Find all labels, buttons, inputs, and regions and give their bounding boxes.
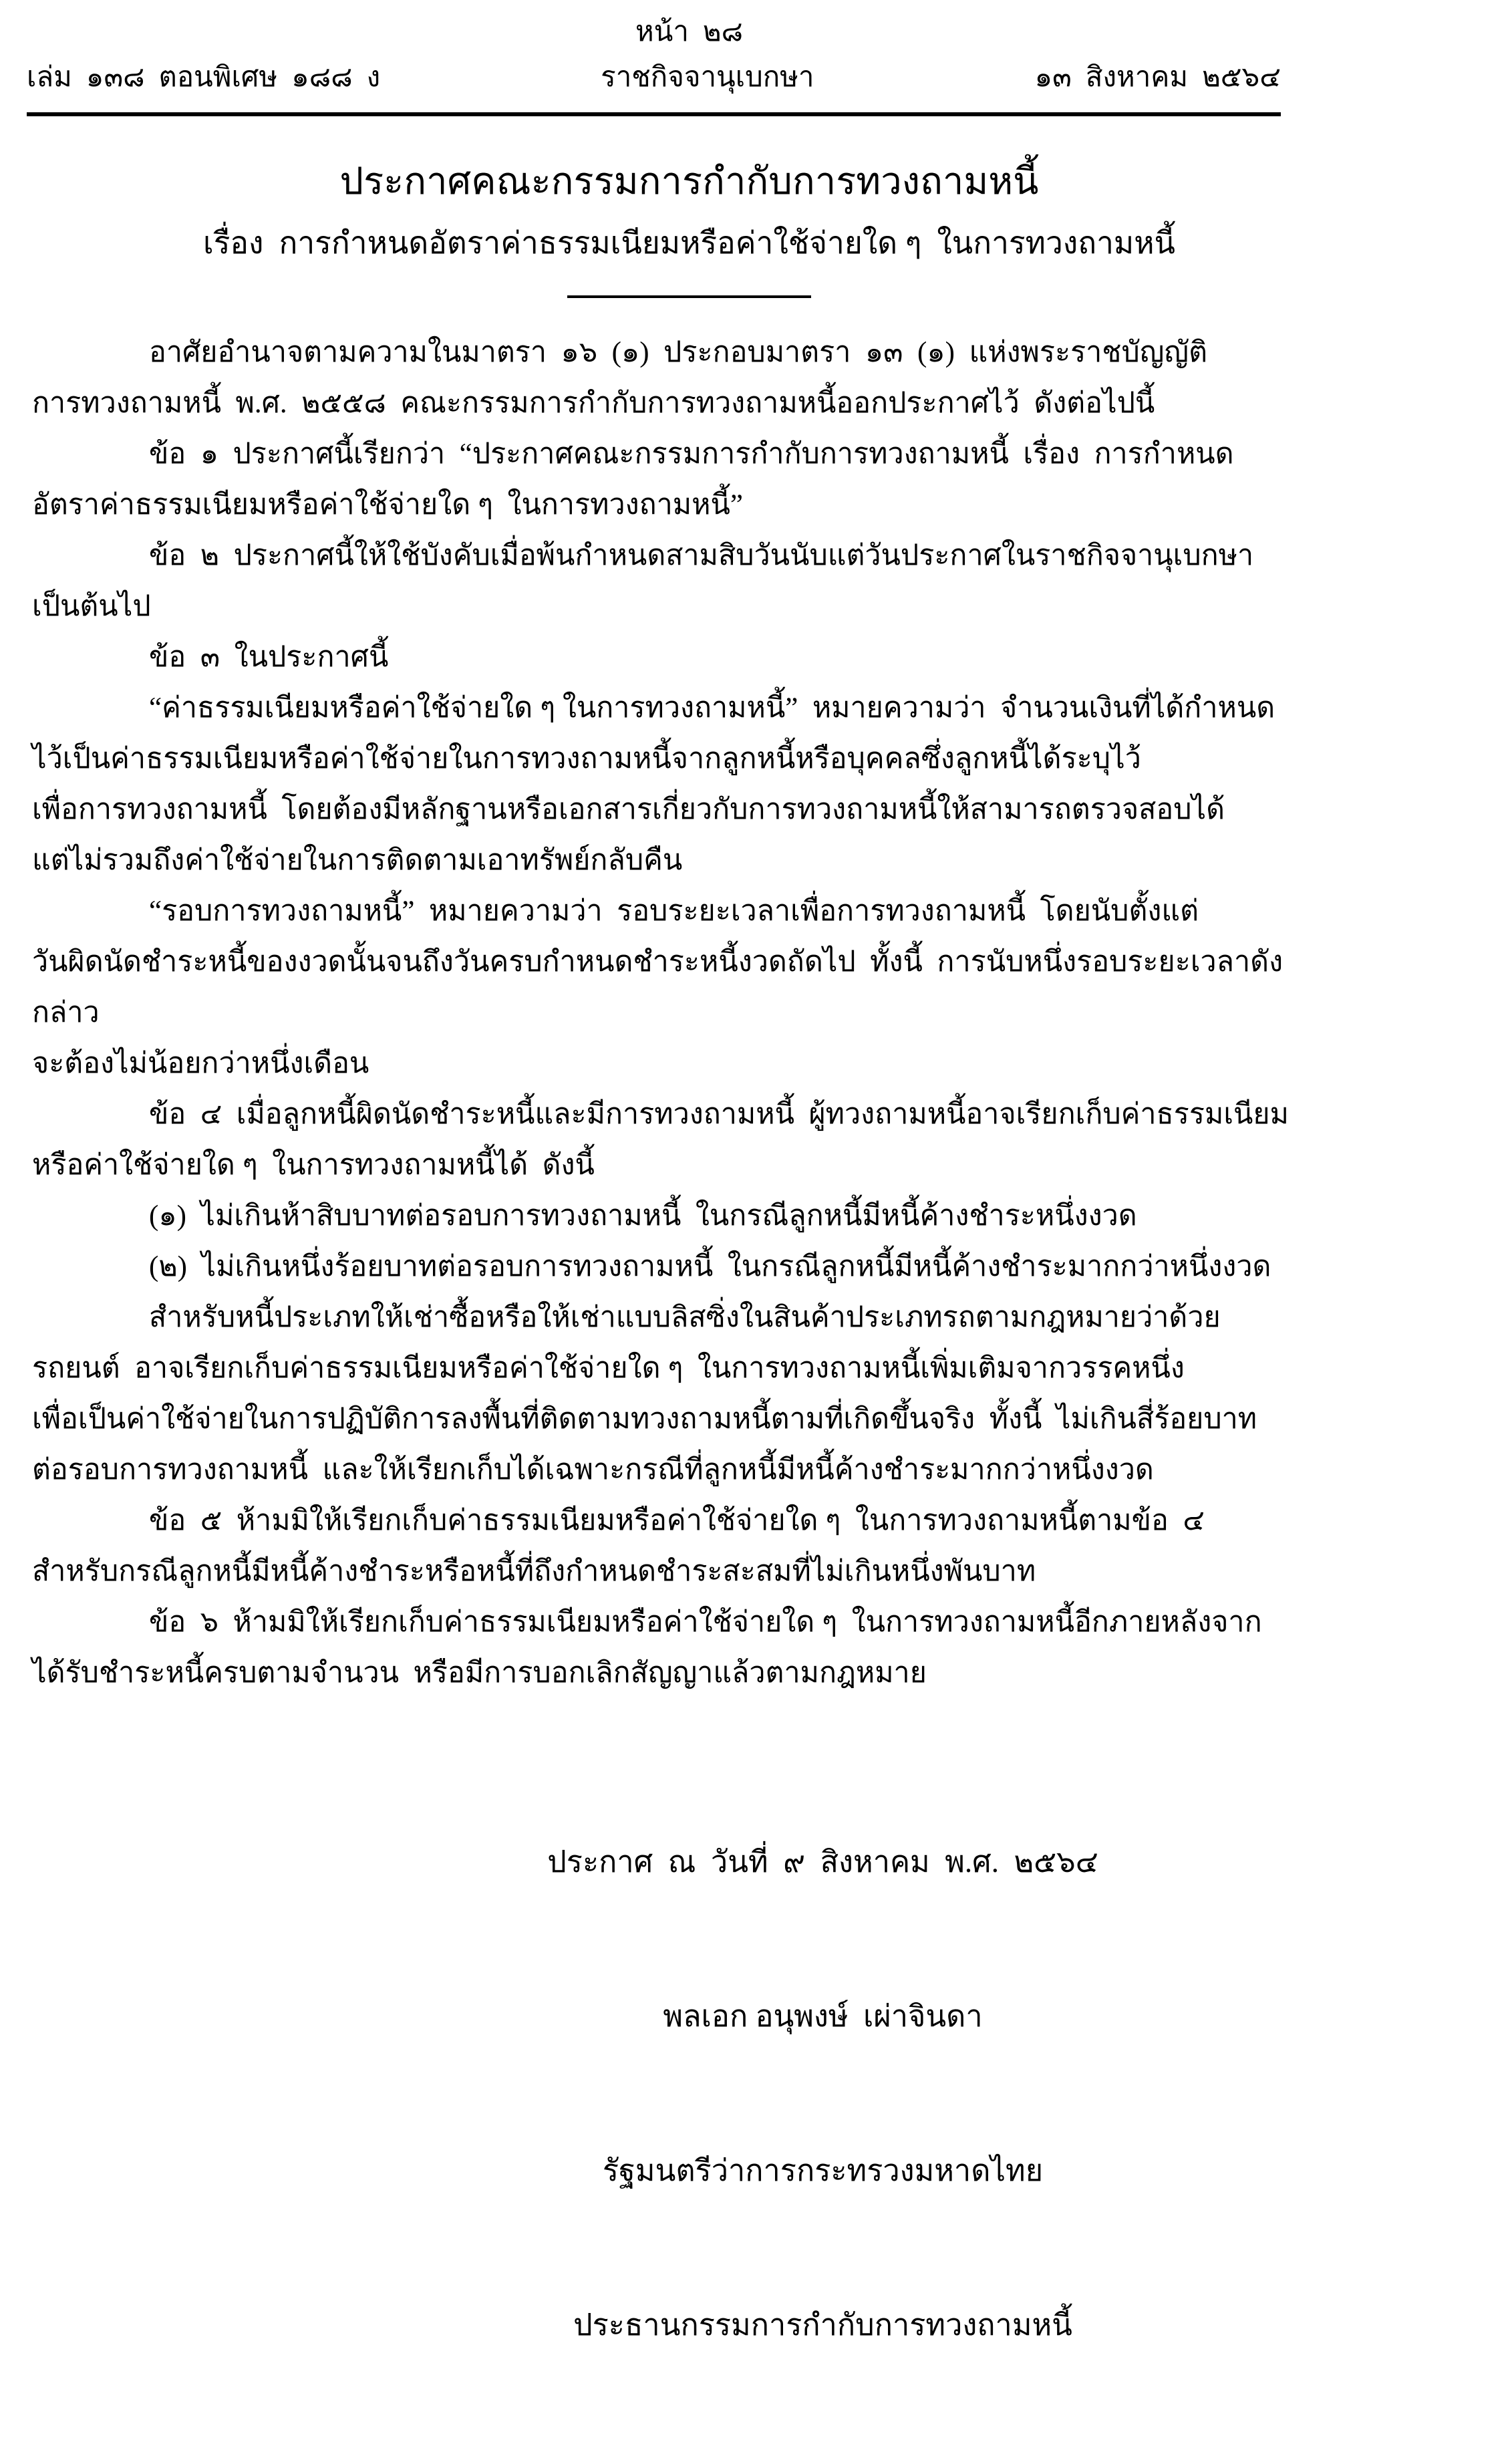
body-line: เพื่อการทวงถามหนี้ โดยต้องมีหลักฐานหรือเอกสารเกี่ยวกับการทวงถามหนี้ให้สามารถตรวจสอบได้ [32,794,1225,825]
body-line: ข้อ ๕ ห้ามมิให้เรียกเก็บค่าธรรมเนียมหรือค่าใช้จ่ายใด ๆ ในการทวงถามหนี้ตามข้อ ๔ [149,1505,1205,1536]
body-line: “ค่าธรรมเนียมหรือค่าใช้จ่ายใด ๆ ในการทวงถามหนี้” หมายความว่า จำนวนเงินที่ได้กำหนด [149,692,1275,724]
body-line: เพื่อเป็นค่าใช้จ่ายในการปฏิบัติการลงพื้นที่ติดตามทวงถามหนี้ตามที่เกิดขึ้นจริง ทั้งนี้ ไม่เกินสี่ร้อยบาท [32,1403,1257,1435]
body-line: จะต้องไม่น้อยกว่าหนึ่งเดือน [32,1048,369,1079]
body-line: (๒) ไม่เกินหนึ่งร้อยบาทต่อรอบการทวงถามหนี้ ในกรณีลูกหนี้มีหนี้ค้างชำระมากกว่าหนึ่งงวด [149,1251,1271,1282]
body-line: หรือค่าใช้จ่ายใด ๆ ในการทวงถามหนี้ได้ ดังนี้ [32,1149,595,1181]
body-line: วันผิดนัดชำระหนี้ของงวดนั้นจนถึงวันครบกำหนดชำระหนี้งวดถัดไป ทั้งนี้ การนับหนึ่งรอบระยะเวลาดังกล่าว [32,946,1283,1029]
body-line: อัตราค่าธรรมเนียมหรือค่าใช้จ่ายใด ๆ ในการทวงถามหนี้” [32,489,743,521]
document-title: ประกาศคณะกรรมการกำกับการทวงถามหนี้ [339,161,1039,202]
announcement-date-line: ประกาศ ณ วันที่ ๙ สิงหาคม พ.ศ. ๒๕๖๔ [547,1845,1098,1879]
body-line: “รอบการทวงถามหนี้” หมายความว่า รอบระยะเวลาเพื่อการทวงถามหนี้ โดยนับตั้งแต่ [149,896,1199,927]
document-body [32,327,1338,1699]
body-line: เป็นต้นไป [32,591,151,622]
body-line: ได้รับชำระหนี้ครบตามจำนวน หรือมีการบอกเลิกสัญญาแล้วตามกฎหมาย [32,1657,927,1689]
signature-block [134,1734,1512,2454]
title-divider [567,295,811,298]
masthead-divider [27,112,1281,116]
document-subject: เรื่อง การกำหนดอัตราค่าธรรมเนียมหรือค่าใช้จ่ายใด ๆ ในการทวงถามหนี้ [202,226,1176,260]
volume-issue-label: เล่ม ๑๓๘ ตอนพิเศษ ๑๘๘ ง [27,62,381,93]
body-line: การทวงถามหนี้ พ.ศ. ๒๕๕๘ คณะกรรมการกำกับการทวงถามหนี้ออกประกาศไว้ ดังต่อไปนี้ [32,388,1155,419]
body-line: ไว้เป็นค่าธรรมเนียมหรือค่าใช้จ่ายในการทวงถามหนี้จากลูกหนี้หรือบุคคลซึ่งลูกหนี้ได้ระบุไว้ [32,743,1141,775]
body-line: แต่ไม่รวมถึงค่าใช้จ่ายในการติดตามเอาทรัพย์กลับคืน [32,845,683,876]
body-line: ข้อ ๑ ประกาศนี้เรียกว่า “ประกาศคณะกรรมการกำกับการทวงถามหนี้ เรื่อง การกำหนด [149,438,1234,470]
gazette-masthead [27,60,1281,95]
body-line: ข้อ ๓ ในประกาศนี้ [149,642,389,673]
publication-date: ๑๓ สิงหาคม ๒๕๖๔ [1034,62,1281,93]
body-line: ข้อ ๔ เมื่อลูกหนี้ผิดนัดชำระหนี้และมีการทวงถามหนี้ ผู้ทวงถามหนี้อาจเรียกเก็บค่าธรรมเนียม [149,1099,1289,1130]
signer-name: พลเอก อนุพงษ์ เผ่าจินดา [663,2000,983,2033]
body-line: รถยนต์ อาจเรียกเก็บค่าธรรมเนียมหรือค่าใช้จ่ายใด ๆ ในการทวงถามหนี้เพิ่มเติมจากวรรคหนึ่ง [32,1353,1185,1384]
body-line: อาศัยอำนาจตามความในมาตรา ๑๖ (๑) ประกอบมาตรา ๑๓ (๑) แห่งพระราชบัญญัติ [149,337,1207,368]
body-line: สำหรับหนี้ประเภทให้เช่าซื้อหรือให้เช่าแบบลิสซิ่งในสินค้าประเภทรถตามกฎหมายว่าด้วย [149,1302,1221,1333]
gazette-name: ราชกิจจานุเบกษา [601,62,814,93]
body-line: สำหรับกรณีลูกหนี้มีหนี้ค้างชำระหรือหนี้ที่ถึงกำหนดชำระสะสมที่ไม่เกินหนึ่งพันบาท [32,1556,1036,1587]
body-line: (๑) ไม่เกินห้าสิบบาทต่อรอบการทวงถามหนี้ ในกรณีลูกหนี้มีหนี้ค้างชำระหนึ่งงวด [149,1200,1137,1232]
body-line: ต่อรอบการทวงถามหนี้ และให้เรียกเก็บได้เฉพาะกรณีที่ลูกหนี้มีหนี้ค้างชำระมากกว่าหนึ่งงวด [32,1454,1154,1486]
signer-position-1: รัฐมนตรีว่าการกระทรวงมหาดไทย [602,2154,1044,2187]
page-number: หน้า ๒๘ [635,17,744,47]
body-line: ข้อ ๖ ห้ามมิให้เรียกเก็บค่าธรรมเนียมหรือค่าใช้จ่ายใด ๆ ในการทวงถามหนี้อีกภายหลังจาก [149,1607,1262,1638]
body-line: ข้อ ๒ ประกาศนี้ให้ใช้บังคับเมื่อพ้นกำหนดสามสิบวันนับแต่วันประกาศในราชกิจจานุเบกษา [149,540,1254,571]
signer-position-2: ประธานกรรมการกำกับการทวงถามหนี้ [573,2308,1072,2342]
